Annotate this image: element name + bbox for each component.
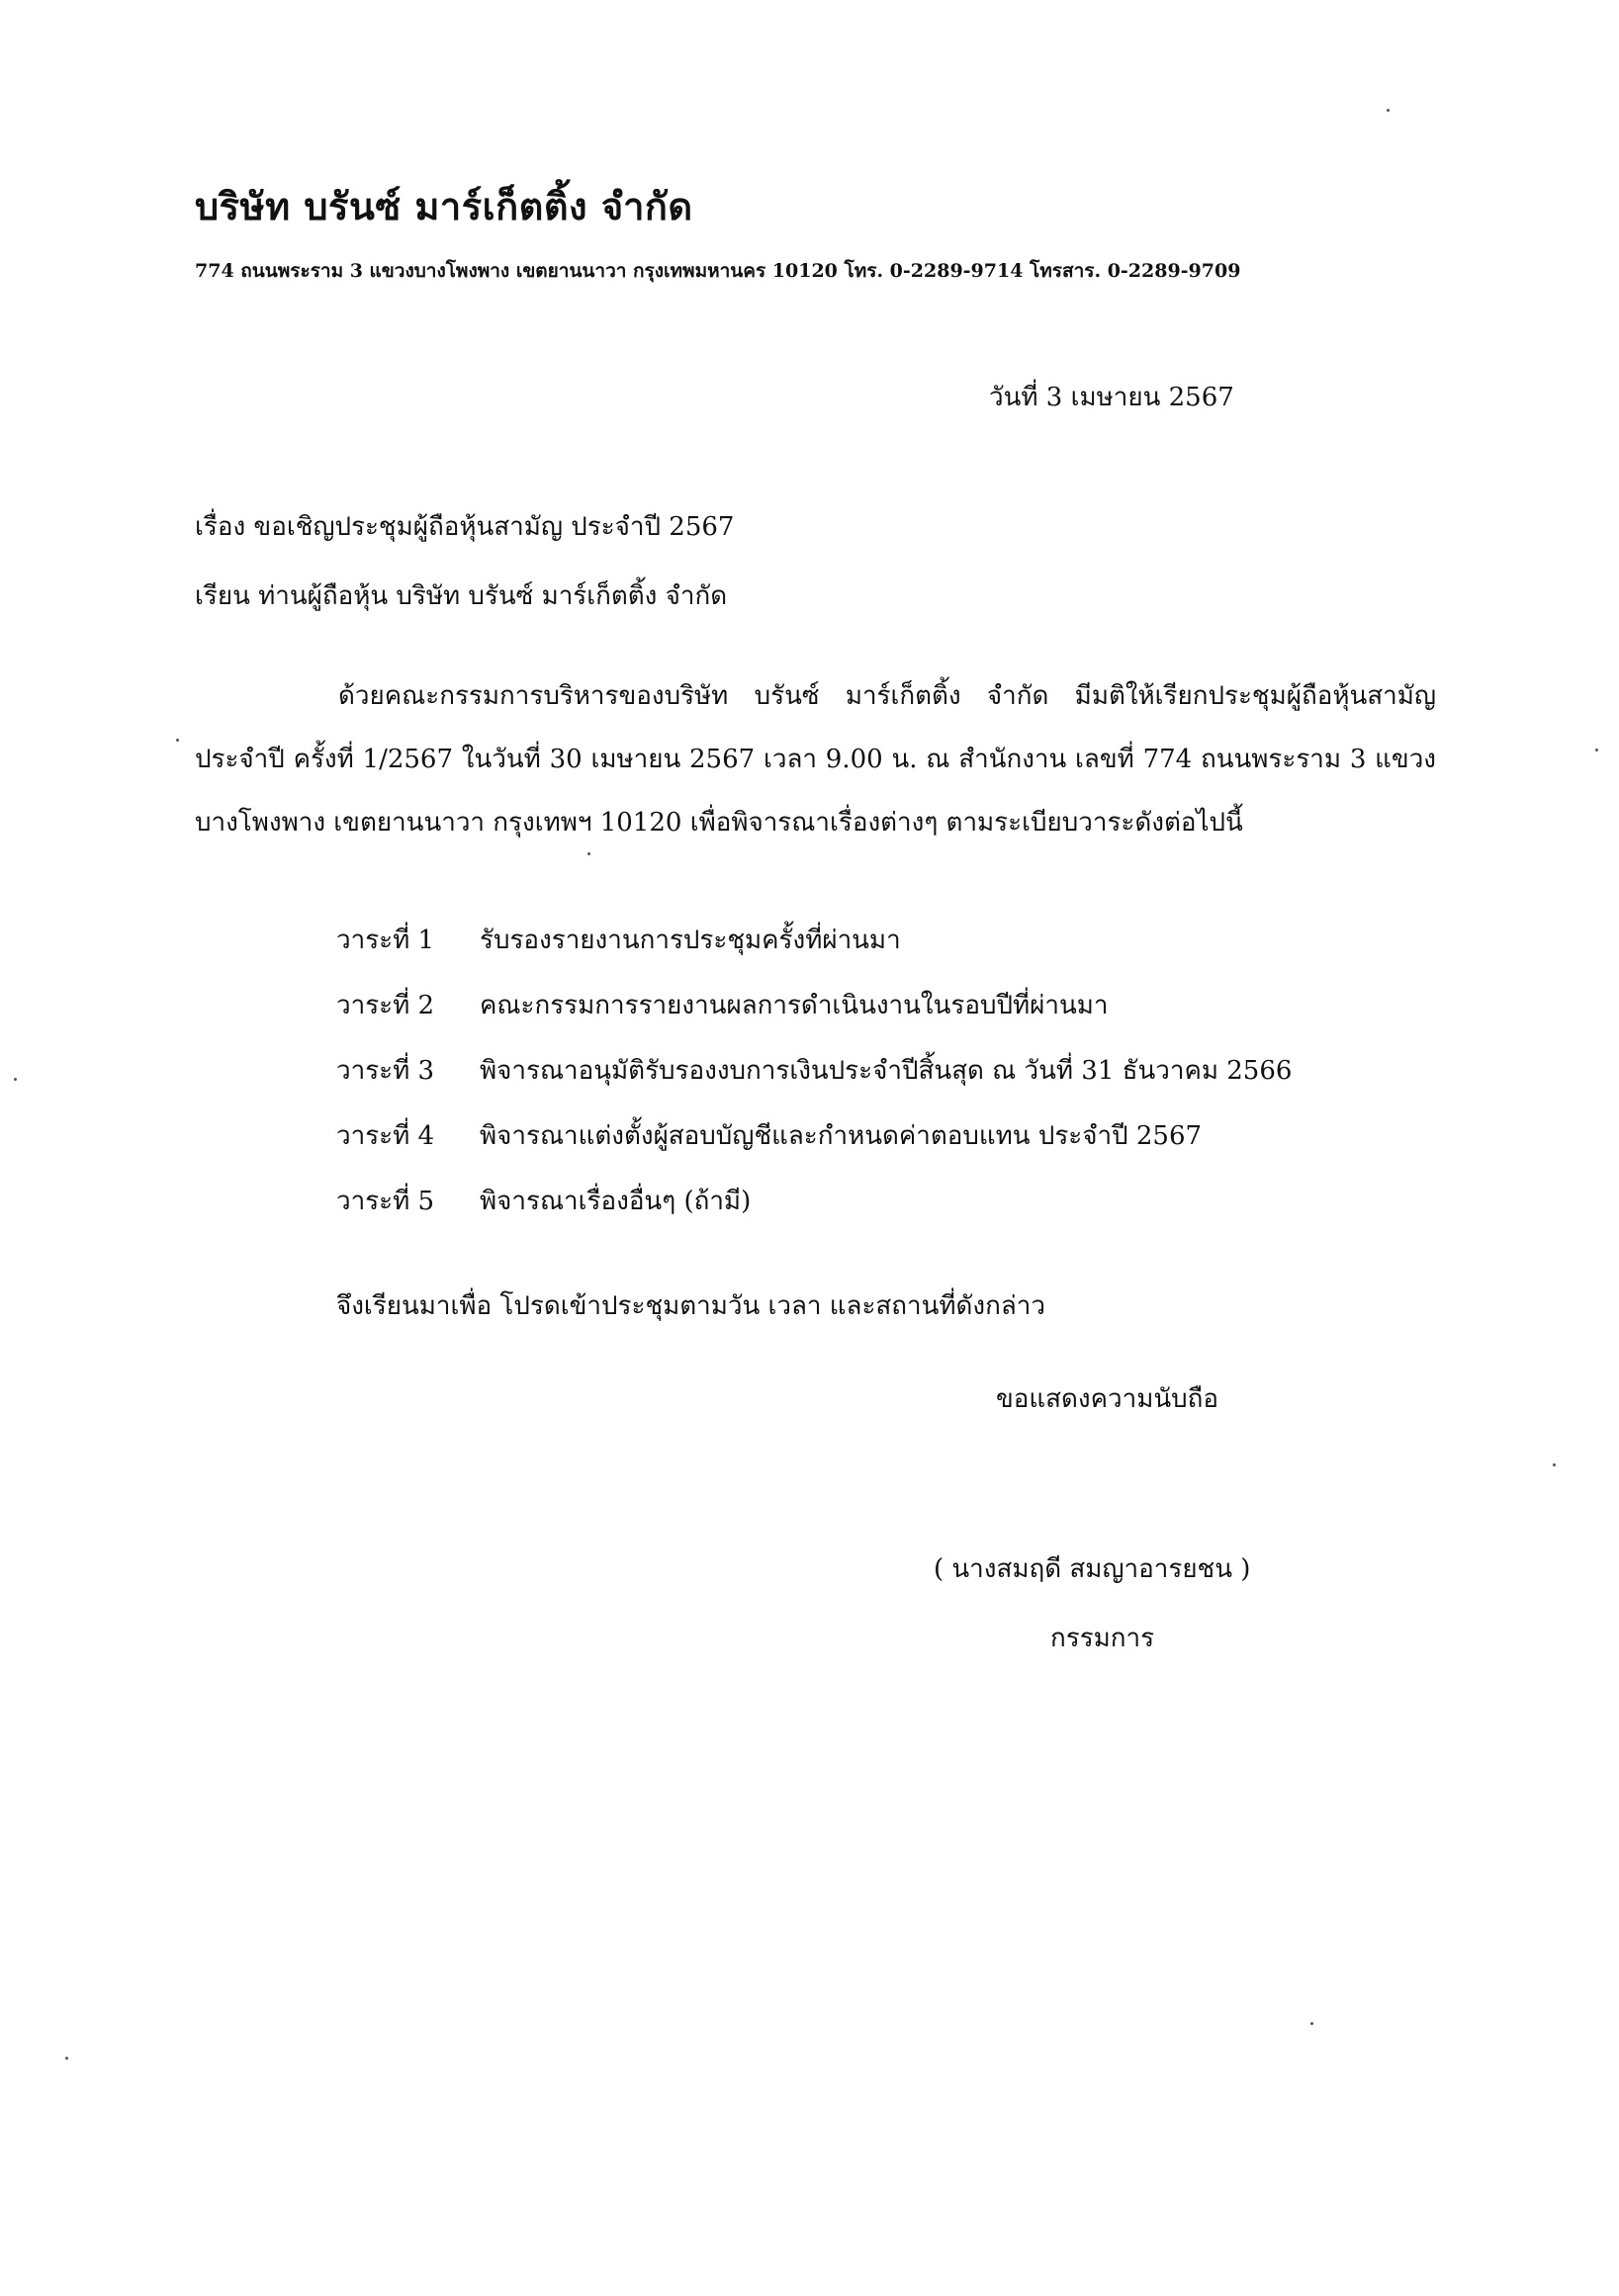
agenda-text: คณะกรรมการรายงานผลการดำเนินงานในรอบปีที่ผ่านมา xyxy=(480,991,1109,1020)
letter-subject: เรื่อง ขอเชิญประชุมผู้ถือหุ้นสามัญ ประจำปี 2567 xyxy=(195,512,735,542)
scan-speck xyxy=(14,1078,17,1081)
agenda-item xyxy=(336,920,1292,985)
scan-speck xyxy=(1553,1463,1556,1466)
scan-speck xyxy=(176,739,179,742)
agenda-item xyxy=(336,1115,1292,1181)
agenda-number: วาระที่ 1 xyxy=(336,926,435,955)
scan-speck xyxy=(587,852,590,855)
closing-request: จึงเรียนมาเพื่อ โปรดเข้าประชุมตามวัน เวลา และสถานที่ดังกล่าว xyxy=(336,1291,1046,1321)
agenda-text: พิจารณาแต่งตั้งผู้สอบบัญชีและกำหนดค่าตอบแทน ประจำปี 2567 xyxy=(480,1121,1203,1151)
scan-speck xyxy=(1595,749,1598,751)
letter-body: ด้วยคณะกรรมการบริหารของบริษัท บรันซ์ มาร์เก็ตติ้ง จำกัด มีมติให้เรียกประชุมผู้ถือหุ้นสามัญประจำปี ครั้งที่ 1/2567 ในวันที่ 30 เมษายน 2567 เวลา 9.00 น. ณ สำนักงาน เลขที่ 774 ถนนพระราม 3 แขวงบางโพงพาง เขตยานนาวา กรุงเทพฯ 10120 เพื่อพิจารณาเรื่องต่างๆ ตามระเบียบวาระดังต่อไปนี้ xyxy=(195,681,1436,838)
agenda-item xyxy=(336,1181,1292,1246)
agenda-item xyxy=(336,985,1292,1050)
agenda-list xyxy=(336,920,1292,1246)
agenda-number: วาระที่ 4 xyxy=(336,1121,435,1151)
agenda-text: พิจารณาเรื่องอื่นๆ (ถ้ามี) xyxy=(480,1187,752,1216)
company-address: 774 ถนนพระราม 3 แขวงบางโพงพาง เขตยานนาวา กรุงเทพมหานคร 10120 โทร. 0-2289-9714 โทรสาร. 0-2289-9709 xyxy=(195,260,1241,282)
closing-regards: ขอแสดงความนับถือ xyxy=(996,1384,1218,1414)
signer-title: กรรมการ xyxy=(1050,1624,1155,1653)
agenda-item xyxy=(336,1050,1292,1115)
scan-speck xyxy=(65,2057,68,2060)
agenda-number: วาระที่ 3 xyxy=(336,1056,435,1086)
signer-name: ( นางสมฤดี สมญาอารยชน ) xyxy=(934,1554,1251,1584)
letter-recipient: เรียน ท่านผู้ถือหุ้น บริษัท บรันซ์ มาร์เก็ตติ้ง จำกัด xyxy=(195,581,728,611)
agenda-number: วาระที่ 2 xyxy=(336,991,435,1020)
agenda-number: วาระที่ 5 xyxy=(336,1187,435,1216)
agenda-text: พิจารณาอนุมัติรับรองงบการเงินประจำปีสิ้นสุด ณ วันที่ 31 ธันวาคม 2566 xyxy=(480,1056,1293,1086)
scan-speck xyxy=(1387,109,1390,112)
agenda-text: รับรองรายงานการประชุมครั้งที่ผ่านมา xyxy=(480,926,901,955)
company-name: บริษัท บรันซ์ มาร์เก็ตติ้ง จำกัด xyxy=(195,184,693,228)
letter-date: วันที่ 3 เมษายน 2567 xyxy=(989,383,1234,412)
scan-speck xyxy=(1310,2022,1313,2025)
